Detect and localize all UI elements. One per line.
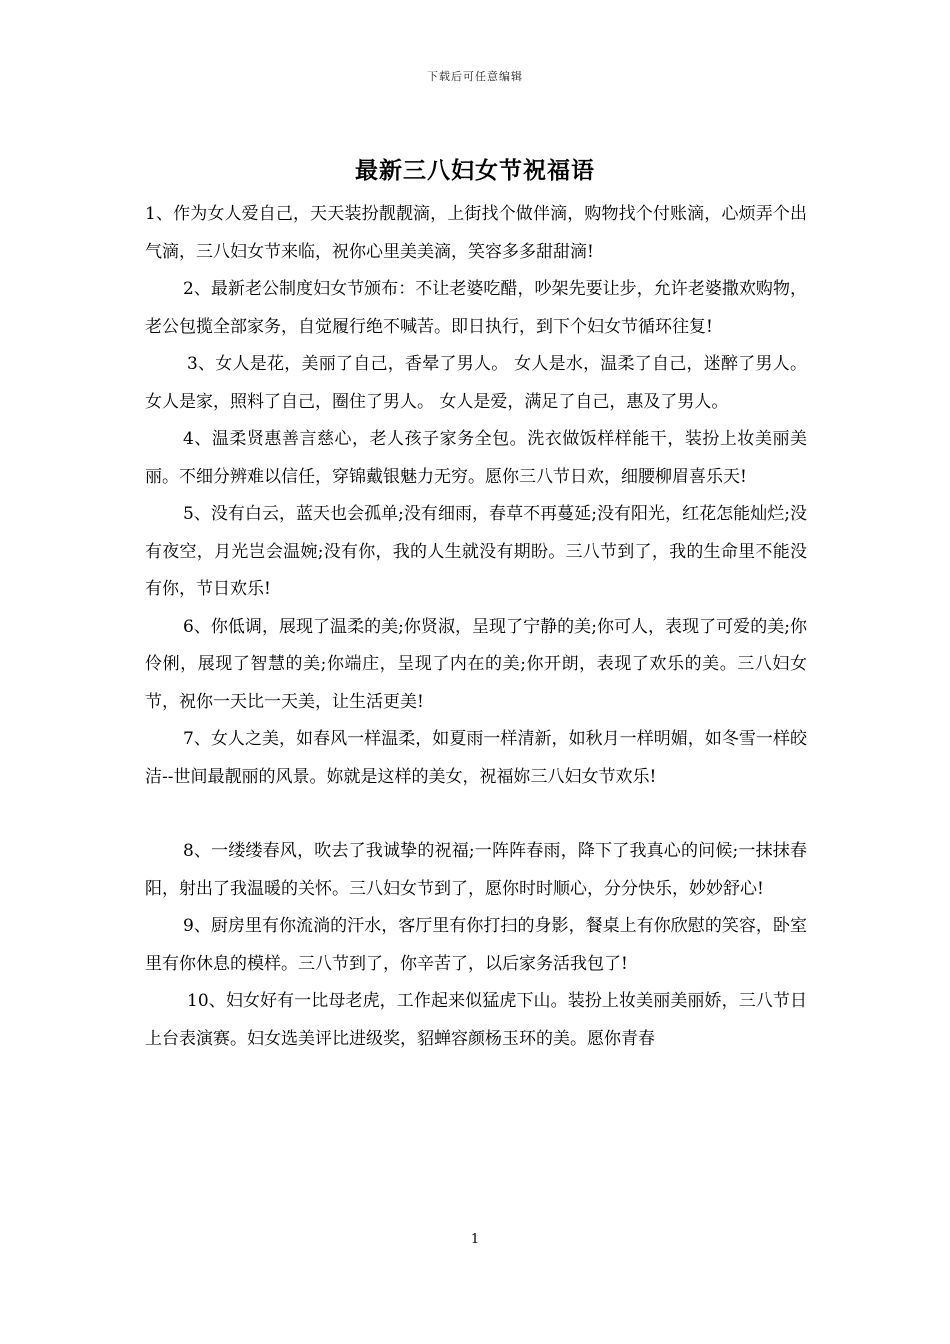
paragraph-9: 9、厨房里有你流淌的汗水，客厅里有你打扫的身影，餐桌上有你欣慰的笑容，卧室里有你休息的模样。三八节到了，你辛苦了，以后家务活我包了! (145, 916, 807, 974)
document-body (145, 196, 807, 1058)
page-header-note: 下载后可任意编辑 (427, 70, 523, 83)
blank-line (145, 796, 807, 833)
paragraph-7: 7、女人之美，如春风一样温柔，如夏雨一样清新，如秋月一样明媚，如冬雪一样皎洁--世间最靓丽的风景。妳就是这样的美女，祝福妳三八妇女节欢乐! (145, 729, 807, 787)
paragraph-1: 1、作为女人爱自己，天天装扮靓靓滴，上街找个做伴滴，购物找个付账滴，心烦弄个出气滴，三八妇女节来临，祝你心里美美滴，笑容多多甜甜滴! (145, 204, 807, 262)
paragraph-3: 3、女人是花，美丽了自己，香晕了男人。 女人是水，温柔了自己，迷醉了男人。 女人是家，照料了自己，圈住了男人。 女人是爱，满足了自己，惠及了男人。 (145, 354, 807, 412)
paragraph-8: 8、一缕缕春风，吹去了我诚挚的祝福;一阵阵春雨，降下了我真心的问候;一抹抹春阳，射出了我温暖的关怀。三八妇女节到了，愿你时时顺心，分分快乐，妙妙舒心! (145, 841, 807, 899)
paragraph-10: 10、妇女好有一比母老虎，工作起来似猛虎下山。装扮上妆美丽美丽娇，三八节日上台表演赛。妇女选美评比进级奖，貂蝉容颜杨玉环的美。愿你青春 (145, 991, 807, 1049)
paragraph-6: 6、你低调，展现了温柔的美;你贤淑，呈现了宁静的美;你可人，表现了可爱的美;你伶俐，展现了智慧的美;你端庄，呈现了内在的美;你开朗，表现了欢乐的美。三八妇女节，祝你一天比一天美，让生活更美! (145, 616, 807, 712)
page-number: 1 (470, 1232, 480, 1247)
document-title: 最新三八妇女节祝福语 (355, 157, 595, 184)
paragraph-5: 5、没有白云，蓝天也会孤单;没有细雨，春草不再蔓延;没有阳光，红花怎能灿烂;没有夜空，月光岂会温婉;没有你，我的人生就没有期盼。三八节到了，我的生命里不能没有你，节日欢乐! (145, 504, 807, 599)
paragraph-2: 2、最新老公制度妇女节颁布：不让老婆吃醋，吵架先要让步，允许老婆撒欢购物，老公包揽全部家务，自觉履行绝不喊苦。即日执行，到下个妇女节循环往复! (145, 279, 807, 337)
paragraph-4: 4、温柔贤惠善言慈心，老人孩子家务全包。洗衣做饭样样能干，装扮上妆美丽美丽。不细分辨难以信任，穿锦戴银魅力无穷。愿你三八节日欢，细腰柳眉喜乐天! (145, 429, 807, 487)
